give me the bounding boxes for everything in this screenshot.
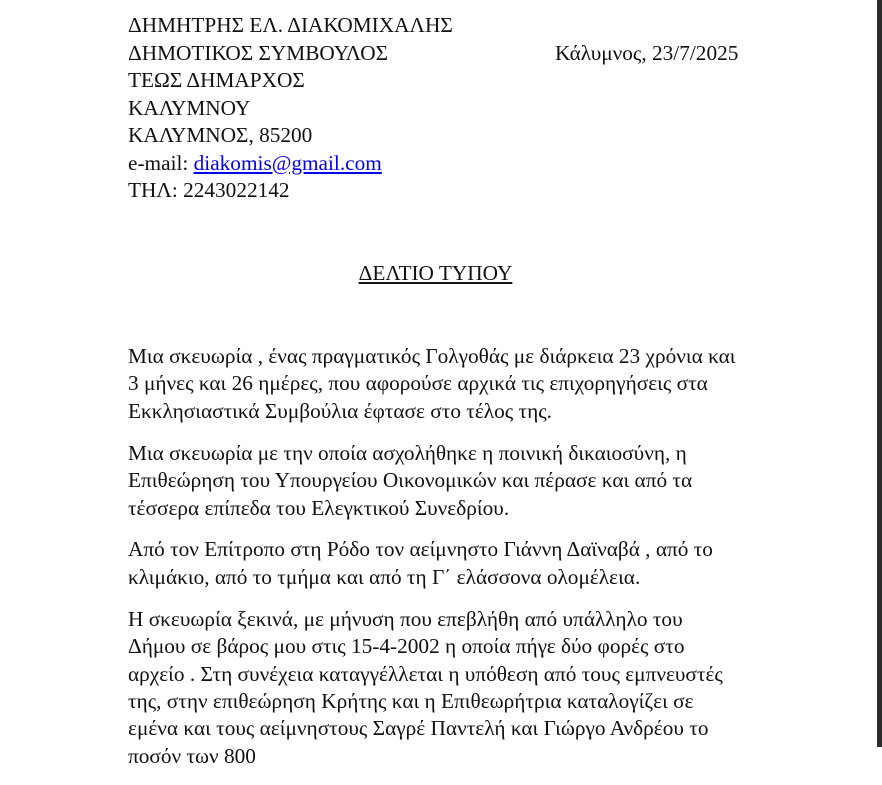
body-paragraph: Μια σκευωρία , ένας πραγματικός Γολγοθάς με διάρκεια 23 χρόνια και 3 μήνες και 26 ημέρες, που αφορούσε αρχικά τις επιχορηγήσεις στα Εκκλησιαστικά Συμβούλια έφτασε στο τέλος της. [128, 344, 736, 423]
document-title: ΔΕΛΤΙΟ ΤΥΠΟΥ [358, 261, 513, 285]
body-paragraph: Από τον Επίτροπο στη Ρόδο τον αείμνηστο Γιάννη Δαϊναβά , από το κλιμάκιο, από το τμήμα και από τη Γ΄ ελάσσονα ολομέλεια. [128, 537, 713, 589]
sender-former-role: ΤΕΩΣ ΔΗΜΑΡΧΟΣ [128, 68, 305, 92]
body-paragraph: Η σκευωρία ξεκινά, με μήνυση που επεβλήθη από υπάλληλο του Δήμου σε βάρος μου στις 15-4-2002 η οποία πήγε δύο φορές στο αρχείο . Στη συνέχεια καταγγέλλεται η υπόθεση από τους εμπνευστές της, στην επιθεώρηση Κρήτης και η Επιθεωρήτρια καταλογίζει σε εμένα και τους αείμνηστους Σαγρέ Παντελή και Γιώργο Ανδρέου το ποσόν των 800 [128, 606, 723, 768]
body-paragraph: Μια σκευωρία με την οποία ασχολήθηκε η ποινική δικαιοσύνη, η Επιθεώρηση του Υπουργείου Οικονομικών και πέρασε και από τα τέσσερα επίπεδα του Ελεγκτικού Συνεδρίου. [128, 440, 693, 520]
sender-block [128, 12, 453, 205]
sender-phone: ΤΗΛ: 2243022142 [128, 178, 290, 202]
sender-name: ΔΗΜΗΤΡΗΣ ΕΛ. ΔΙΑΚΟΜΙΧΑΛΗΣ [128, 13, 453, 37]
sender-role: ΔΗΜΟΤΙΚΟΣ ΣΥΜΒΟΥΛΟΣ [128, 40, 388, 65]
viewer-edge-strip [877, 0, 882, 747]
sender-municipality: ΚΑΛΥΜΝΟΥ [128, 95, 251, 120]
email-link[interactable]: diakomis@gmail.com [193, 150, 382, 175]
sender-email-line [128, 150, 453, 178]
sender-address: ΚΑΛΥΜΝΟΣ, 85200 [128, 123, 313, 147]
email-label: e-mail: [128, 150, 194, 175]
date-line: Κάλυμνος, 23/7/2025 [555, 40, 739, 65]
document-body [128, 343, 740, 785]
